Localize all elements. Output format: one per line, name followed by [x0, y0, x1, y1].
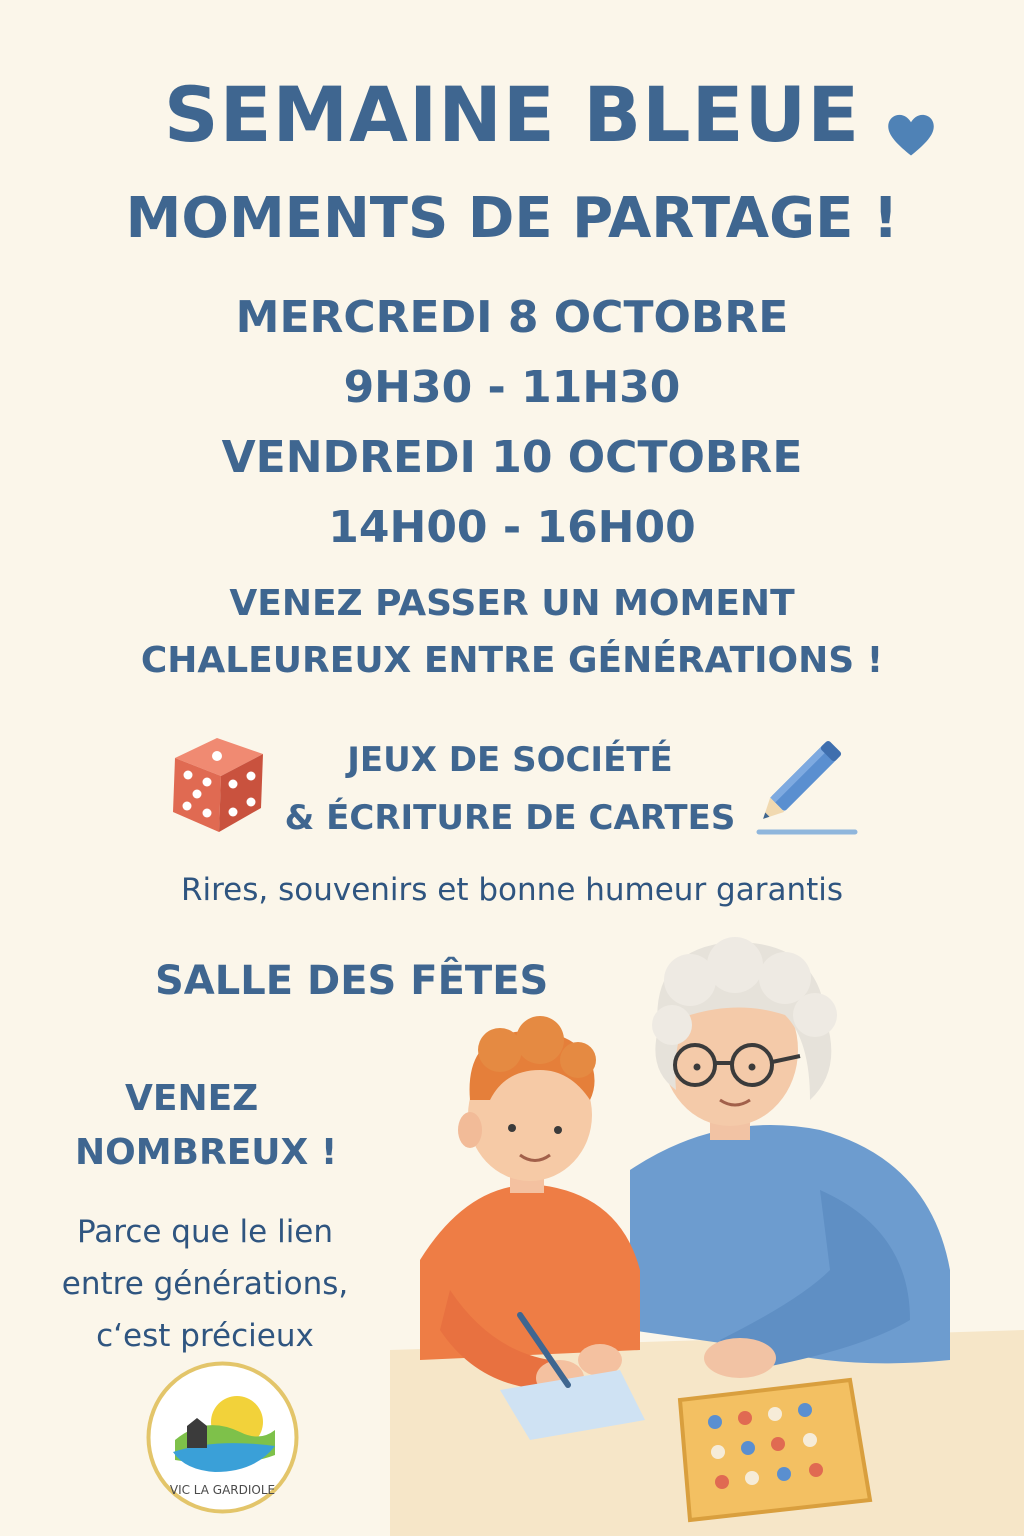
schedule-day-1: MERCREDI 8 OCTOBRE: [235, 292, 789, 343]
call-line-1: VENEZ: [125, 1078, 259, 1119]
reason-line-3: c‘est précieux: [96, 1318, 314, 1354]
invitation-line-2: CHALEUREUX ENTRE GÉNÉRATIONS !: [140, 640, 884, 681]
activity-line-1: JEUX DE SOCIÉTÉ: [347, 740, 673, 780]
heart-icon: [885, 110, 937, 162]
tagline: Rires, souvenirs et bonne humeur garantis: [180, 872, 844, 908]
reason-text: [40, 1206, 370, 1362]
call-line-2: NOMBREUX !: [75, 1132, 338, 1173]
schedule-time-1: 9H30 - 11H30: [343, 362, 681, 413]
schedule-time-2: 14H00 - 16H00: [328, 502, 696, 553]
pencil-icon: [745, 720, 860, 840]
schedule-day-2: VENDREDI 10 OCTOBRE: [221, 432, 803, 483]
town-logo-emblem: [145, 1360, 300, 1515]
page-subtitle: MOMENTS DE PARTAGE !: [125, 186, 899, 251]
page-title: SEMAINE BLEUE: [163, 70, 861, 159]
activity-line-2: & ÉCRITURE DE CARTES: [284, 798, 736, 838]
invitation-line-1: VENEZ PASSER UN MOMENT: [229, 583, 795, 624]
venue-label: SALLE DES FÊTES: [155, 958, 549, 1004]
illustration-grandmother-child: [390, 930, 1024, 1536]
town-logo: [145, 1360, 300, 1515]
reason-line-1: Parce que le lien: [76, 1214, 334, 1250]
logo-text: VIC LA GARDIOLE: [169, 1483, 276, 1497]
reason-line-2: entre générations,: [61, 1266, 349, 1302]
